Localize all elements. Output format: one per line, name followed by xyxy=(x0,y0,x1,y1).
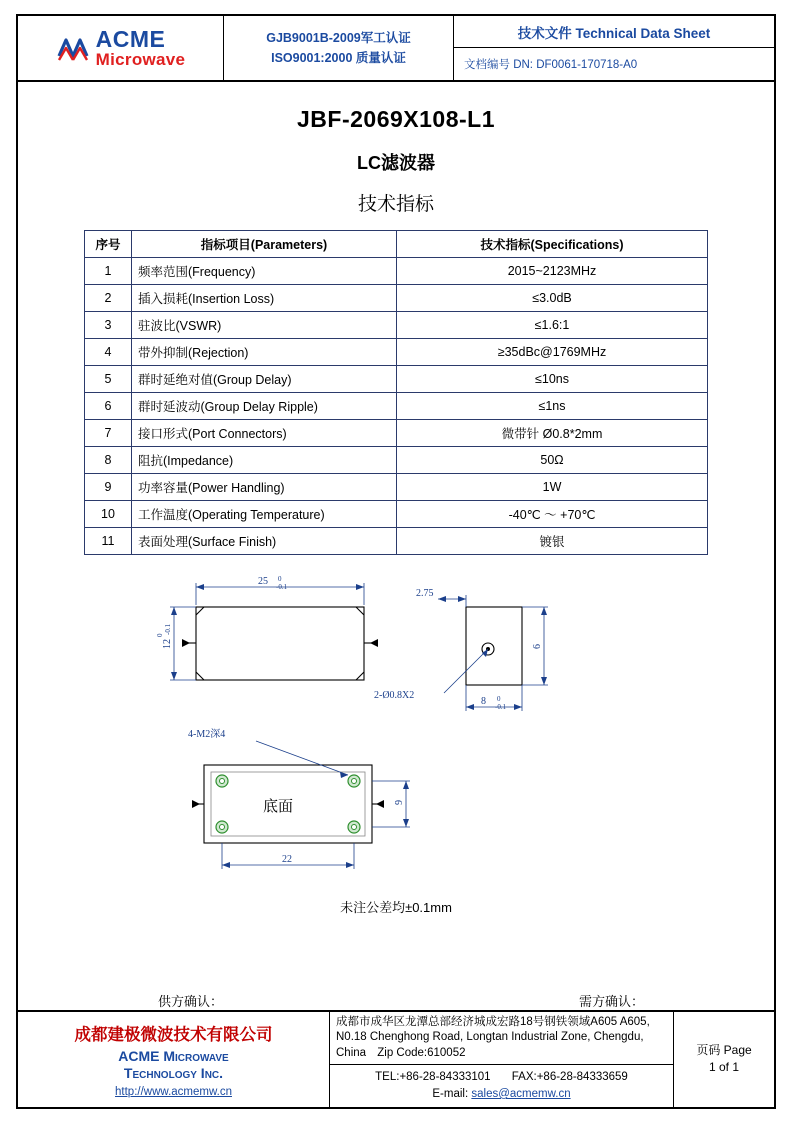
product-type: LC滤波器 xyxy=(357,152,435,173)
table-header-row xyxy=(85,230,708,257)
supplier-confirm-label: 供方确认： xyxy=(158,993,224,1009)
company-name-en xyxy=(118,1048,228,1083)
column-header-specification: 技术指标(Specifications) xyxy=(397,230,708,257)
row-value: ≤1.6:1 xyxy=(397,311,708,338)
contact-block xyxy=(330,1065,673,1107)
dim-side-width-tol-down: -0.1 xyxy=(495,702,507,711)
dim-top-tol-down: -0.1 xyxy=(276,582,288,591)
telephone: TEL:+86-28-84333101 xyxy=(375,1070,491,1083)
page-label: 页码 Page xyxy=(696,1042,752,1057)
row-parameter: 功率容量(Power Handling) xyxy=(132,473,397,500)
page-body xyxy=(18,82,774,1010)
row-parameter: 带外抑制(Rejection) xyxy=(132,338,397,365)
dim-height-tol-up: 0 xyxy=(156,633,164,637)
pin-note: 2-Ø0.8X2 xyxy=(374,689,415,701)
row-no: 5 xyxy=(85,365,132,392)
row-parameter: 频率范围(Frequency) xyxy=(132,257,397,284)
company-name-en-line2: Technology Inc. xyxy=(123,1065,224,1082)
certification-cell xyxy=(224,16,454,80)
row-no: 8 xyxy=(85,446,132,473)
row-no: 2 xyxy=(85,284,132,311)
row-value: ≤10ns xyxy=(397,365,708,392)
table-row xyxy=(85,311,708,338)
table-row xyxy=(85,446,708,473)
mechanical-drawings xyxy=(18,565,774,965)
row-parameter: 驻波比(VSWR) xyxy=(132,311,397,338)
company-name-en-line1: ACME Microwave xyxy=(118,1047,229,1064)
table-row xyxy=(85,500,708,527)
specifications-table xyxy=(84,230,708,555)
document-number: 文档编号 DN: DF0061-170718-A0 xyxy=(464,58,638,71)
table-row xyxy=(85,473,708,500)
page-value: 1 of 1 xyxy=(708,1060,740,1075)
dim-side-offset: 2.75 xyxy=(416,587,434,599)
company-name-cn: 成都建极微波技术有限公司 xyxy=(74,1025,273,1044)
zip-code: Zip Code:610052 xyxy=(377,1046,466,1059)
page-title: JBF-2069X108-L1 xyxy=(297,105,495,132)
row-parameter: 插入损耗(Insertion Loss) xyxy=(132,284,397,311)
acme-wave-icon xyxy=(56,31,90,65)
email-label: E-mail: xyxy=(432,1087,469,1100)
specifications-heading: 技术指标 xyxy=(357,193,434,215)
technical-data-sheet-title: 技术文件 Technical Data Sheet xyxy=(454,16,774,48)
row-parameter: 接口形式(Port Connectors) xyxy=(132,419,397,446)
bottom-view-label: 底面 xyxy=(262,797,294,815)
table-row xyxy=(85,527,708,554)
row-value: -40℃ ～ +70℃ xyxy=(397,500,708,527)
dim-top-tol-up: 0 xyxy=(278,574,282,583)
cert-line-2: ISO9001:2000 质量认证 xyxy=(271,50,406,65)
signoff-row xyxy=(18,991,774,1010)
dim-side-height: 6 xyxy=(532,643,543,649)
row-parameter: 群时延波动(Group Delay Ripple) xyxy=(132,392,397,419)
dim-bottom-height: 9 xyxy=(394,799,405,805)
row-value: ≤3.0dB xyxy=(397,284,708,311)
address-block xyxy=(330,1012,673,1065)
row-no: 4 xyxy=(85,338,132,365)
drawing-svg xyxy=(46,565,746,895)
tolerance-note: 未注公差均±0.1mm xyxy=(340,899,452,915)
logo-microwave-text: Microwave xyxy=(95,49,186,69)
row-no: 6 xyxy=(85,392,132,419)
dim-side-width-tol-up: 0 xyxy=(497,694,501,703)
logo-text xyxy=(96,27,186,69)
address-cn: 成都市成华区龙潭总部经济城成宏路18号钢铁领域A605 xyxy=(336,1015,618,1028)
row-parameter: 阻抗(Impedance) xyxy=(132,446,397,473)
row-value: ≤1ns xyxy=(397,392,708,419)
page-header xyxy=(18,16,774,82)
customer-confirm-label: 需方确认： xyxy=(578,993,644,1009)
table-row xyxy=(85,365,708,392)
row-no: 3 xyxy=(85,311,132,338)
cert-line-1: GJB9001B-2009军工认证 xyxy=(266,30,411,45)
logo-acme-text: ACME xyxy=(95,25,166,52)
column-header-parameter: 指标项目(Parameters) xyxy=(132,230,397,257)
row-parameter: 工作温度(Operating Temperature) xyxy=(132,500,397,527)
row-parameter: 表面处理(Surface Finish) xyxy=(132,527,397,554)
dim-side-width: 8 xyxy=(481,695,486,707)
row-value: 2015~2123MHz xyxy=(397,257,708,284)
table-row xyxy=(85,257,708,284)
row-no: 10 xyxy=(85,500,132,527)
column-header-no: 序号 xyxy=(85,230,132,257)
dim-height: 12 xyxy=(162,638,173,649)
company-website-link[interactable]: http://www.acmemw.cn xyxy=(115,1085,232,1098)
footer-company-cell xyxy=(18,1012,330,1107)
row-parameter: 群时延绝对值(Group Delay) xyxy=(132,365,397,392)
page-frame xyxy=(16,14,776,1109)
row-value: 50Ω xyxy=(397,446,708,473)
dim-top-length: 25 xyxy=(258,575,268,587)
row-value: 1W xyxy=(397,473,708,500)
row-no: 7 xyxy=(85,419,132,446)
logo-cell xyxy=(18,16,224,80)
dim-bottom-length: 22 xyxy=(282,853,292,865)
row-value: 微带针 Ø0.8*2mm xyxy=(397,419,708,446)
row-no: 1 xyxy=(85,257,132,284)
email-link[interactable]: sales@acmemw.cn xyxy=(471,1087,571,1100)
row-no: 9 xyxy=(85,473,132,500)
page-footer xyxy=(18,1010,774,1107)
dim-height-tol-down: -0.1 xyxy=(164,623,172,635)
address-en: A605, N0.18 Chenghong Road, Longtan Industrial Zone, Chengdu, China xyxy=(336,1015,650,1059)
table-row xyxy=(85,419,708,446)
table-row xyxy=(85,392,708,419)
table-row xyxy=(85,284,708,311)
row-value: 镀银 xyxy=(397,527,708,554)
table-row xyxy=(85,338,708,365)
fax: FAX:+86-28-84333659 xyxy=(511,1070,628,1083)
footer-address-cell xyxy=(330,1012,674,1107)
row-value: ≥35dBc@1769MHz xyxy=(397,338,708,365)
company-logo xyxy=(56,27,186,69)
footer-page-cell xyxy=(674,1012,774,1107)
row-no: 11 xyxy=(85,527,132,554)
screw-note: 4-M2深4 xyxy=(188,728,226,740)
header-right xyxy=(454,16,774,80)
